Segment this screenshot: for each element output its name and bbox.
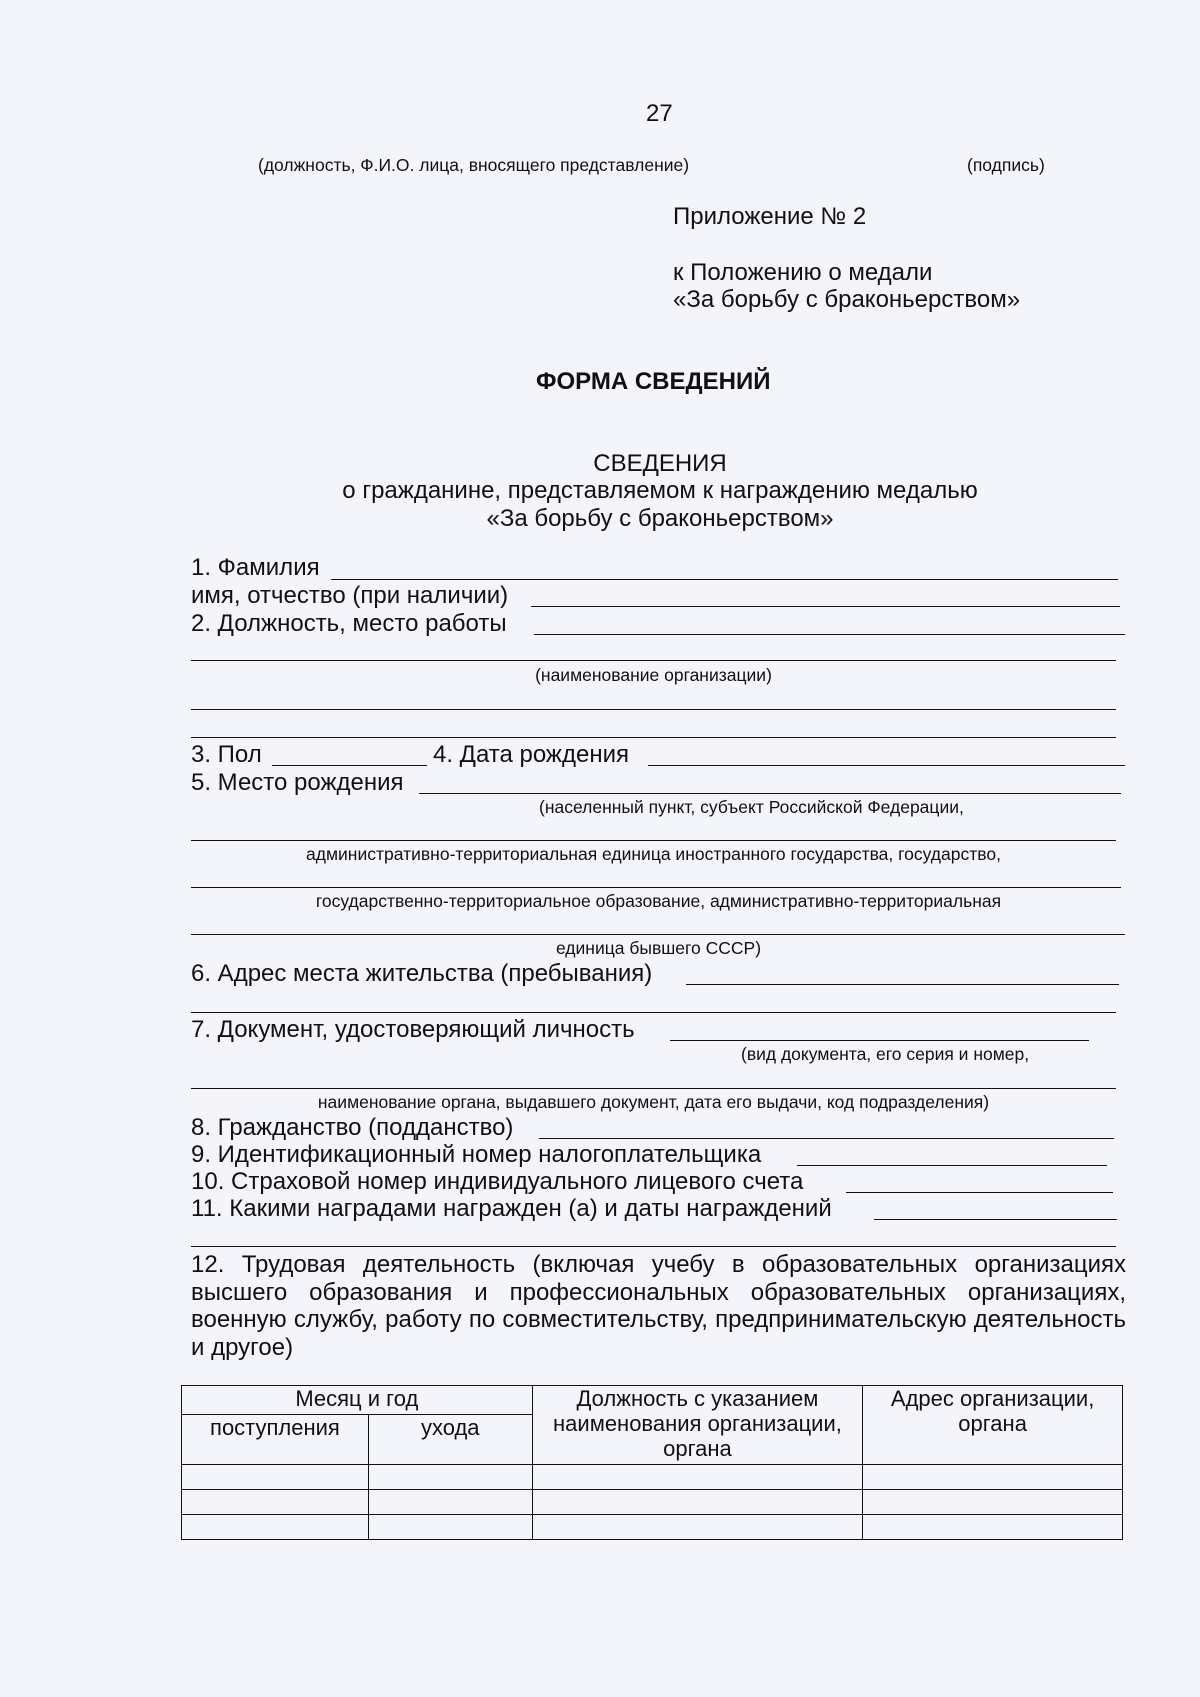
doc-subtitle-line-2: «За борьбу с браконьерством» <box>486 505 834 532</box>
field-surname-line[interactable] <box>331 579 1118 580</box>
position-caption: (должность, Ф.И.О. лица, вносящего представление) <box>258 155 690 175</box>
field-snils-line[interactable] <box>846 1192 1113 1193</box>
table-cell[interactable] <box>368 1515 532 1540</box>
field-position-label: 2. Должность, место работы <box>191 610 507 637</box>
field-position-line[interactable] <box>534 634 1125 635</box>
table-row <box>182 1515 1123 1540</box>
field-address-label: 6. Адрес места жительства (пребывания) <box>191 960 653 987</box>
field-birthdate-label: 4. Дата рождения <box>433 741 629 768</box>
field-snils-label: 10. Страховой номер индивидуального лицевого счета <box>191 1168 804 1195</box>
field-work-history-label: 12. Трудовая деятельность (включая учебу в образовательных организациях высшего образования и профессиональных образовательных организациях, военную службу, работу по совместительству, предпринимательскую деятельность и другое) <box>191 1251 1126 1361</box>
table-cell[interactable] <box>863 1465 1123 1490</box>
column-header-address <box>863 1386 1123 1465</box>
field-sex-line[interactable] <box>272 765 427 766</box>
table-cell[interactable] <box>368 1465 532 1490</box>
id-document-caption-1: (вид документа, его серия и номер, <box>741 1044 1030 1064</box>
work-history-table <box>181 1385 1123 1540</box>
field-position-line-2[interactable] <box>191 660 1116 661</box>
id-document-caption-2: наименование органа, выдавшего документ, дата его выдачи, код подразделения) <box>317 1092 990 1112</box>
table-cell[interactable] <box>368 1490 532 1515</box>
field-birthdate-line[interactable] <box>648 765 1125 766</box>
table-row <box>182 1465 1123 1490</box>
table-cell[interactable] <box>182 1515 369 1540</box>
field-id-document-line-2[interactable] <box>191 1088 1116 1089</box>
field-address-line-2[interactable] <box>191 1012 1116 1013</box>
column-header-entry: поступления <box>182 1415 369 1465</box>
table-cell[interactable] <box>182 1465 369 1490</box>
field-awards-line[interactable] <box>874 1219 1117 1220</box>
signature-caption: (подпись) <box>967 155 1045 175</box>
column-header-address-line-1: Адрес организации, <box>890 1386 1095 1411</box>
table-cell[interactable] <box>532 1515 863 1540</box>
field-id-document-label: 7. Документ, удостоверяющий личность <box>191 1016 635 1043</box>
table-cell[interactable] <box>532 1465 863 1490</box>
column-header-leave: ухода <box>368 1415 532 1465</box>
field-birthplace-label: 5. Место рождения <box>191 769 404 796</box>
column-header-address-line-2: органа <box>958 1411 1027 1436</box>
birthplace-caption-1: (населенный пункт, субъект Российской Федерации, <box>539 797 964 817</box>
table-cell[interactable] <box>532 1490 863 1515</box>
regulation-line-2: «За борьбу с браконьерством» <box>673 286 1021 313</box>
table-cell[interactable] <box>863 1490 1123 1515</box>
field-address-line[interactable] <box>686 984 1119 985</box>
field-name-line[interactable] <box>531 606 1120 607</box>
field-organization-line-2[interactable] <box>191 737 1116 738</box>
doc-title: СВЕДЕНИЯ <box>593 450 727 477</box>
birthplace-caption-4: единица бывшего СССР) <box>555 938 762 958</box>
field-birthplace-line-2[interactable] <box>191 840 1116 841</box>
regulation-line-1: к Положению о медали <box>673 259 933 286</box>
birthplace-caption-2: административно-территориальная единица иностранного государства, государство, <box>306 844 1001 864</box>
doc-subtitle-line-1: о гражданине, представляемом к награждению медалью <box>342 477 978 504</box>
form-title: ФОРМА СВЕДЕНИЙ <box>536 368 771 395</box>
field-birthplace-line-3[interactable] <box>191 887 1121 888</box>
column-header-position-line-1: Должность с указанием <box>576 1386 819 1411</box>
column-header-position-line-2: наименования организации, <box>553 1411 842 1436</box>
table-cell[interactable] <box>182 1490 369 1515</box>
field-citizenship-line[interactable] <box>539 1138 1114 1139</box>
field-birthplace-line-4[interactable] <box>191 934 1125 935</box>
field-surname-label: 1. Фамилия <box>191 554 320 581</box>
column-header-position-line-3: органа <box>663 1436 732 1461</box>
field-inn-line[interactable] <box>797 1165 1107 1166</box>
appendix-number: Приложение № 2 <box>673 203 867 230</box>
birthplace-caption-3: государственно-территориальное образование, административно-территориальная <box>315 891 1002 911</box>
field-name-label: имя, отчество (при наличии) <box>191 582 509 609</box>
field-sex-label: 3. Пол <box>191 741 262 768</box>
table-row <box>182 1490 1123 1515</box>
field-awards-label: 11. Какими наградами награжден (а) и даты награждений <box>191 1195 832 1222</box>
field-citizenship-label: 8. Гражданство (подданство) <box>191 1114 514 1141</box>
table-cell[interactable] <box>863 1515 1123 1540</box>
field-birthplace-line[interactable] <box>419 793 1121 794</box>
column-header-position <box>532 1386 863 1465</box>
column-header-month-year: Месяц и год <box>182 1386 533 1415</box>
field-organization-line-1[interactable] <box>191 709 1116 710</box>
page-number: 27 <box>646 100 673 127</box>
field-id-document-line[interactable] <box>670 1040 1089 1041</box>
field-organization-caption: (наименование организации) <box>535 665 772 685</box>
field-awards-line-2[interactable] <box>191 1246 1116 1247</box>
field-inn-label: 9. Идентификационный номер налогоплательщика <box>191 1141 762 1168</box>
